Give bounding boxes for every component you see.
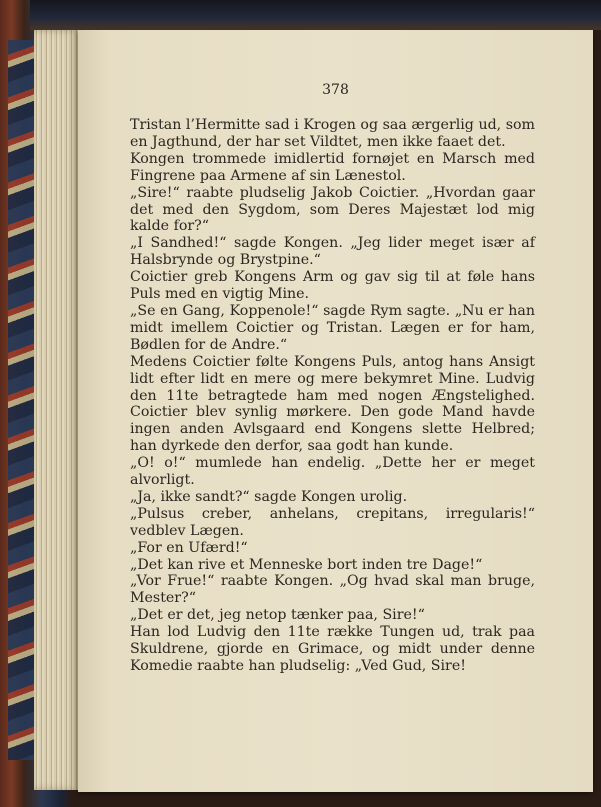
paragraph: „Pulsus creber, anhelans, crepitans, irregularis!“ vedblev Lægen. — [130, 505, 535, 539]
paragraph: Medens Coictier følte Kongens Puls, antog hans Ansigt lidt efter lidt en mere og mere bekymret Mine. Ludvig den 11te betragtede ham med nogen Ængstelighed. Coictier blev synlig mørkere. Den gode Mand havde ingen anden Avlsgaard end Kongens slette Helbred; han dyrkede den derfor, saa godt han kunde. — [130, 353, 535, 455]
paragraph: Coictier greb Kongens Arm og gav sig til at føle hans Puls med en vigtig Mine. — [130, 269, 535, 303]
paragraph: Kongen trommede imidlertid fornøjet en Marsch med Fingrene paa Armene af sin Lænestol. — [130, 150, 535, 184]
paragraph: „Det er det, jeg netop tænker paa, Sire!“ — [130, 607, 425, 624]
paragraph: „I Sandhed!“ sagde Kongen. „Jeg lider meget især af Halsbrynde og Brystpine.“ — [130, 235, 535, 269]
paragraph: Tristan l’Hermitte sad i Krogen og saa ærgerlig ud, som en Jagthund, der har set Vildtet, men ikke faaet det. — [130, 117, 535, 150]
paragraph: „Det kan rive et Menneske bort inden tre Dage!“ — [130, 556, 483, 573]
paragraph: „Sire!“ raabte pludselig Jakob Coictier. „Hvordan gaar det med den Sygdom, som Deres Majestæt lod mig kalde for?“ — [130, 184, 535, 235]
page-text — [130, 117, 535, 675]
page-number: 378 — [322, 82, 349, 98]
cover-top-edge — [30, 0, 601, 30]
paragraph: „For en Ufærd!“ — [130, 539, 248, 556]
paragraph: „Se en Gang, Koppenole!“ sagde Rym sagte. „Nu er han midt imellem Coictier og Tristan. Lægen er for ham, Bødlen for de Andre.“ — [130, 302, 535, 353]
marbled-endpaper — [8, 40, 34, 760]
paragraph: „Ja, ikke sandt?“ sagde Kongen urolig. — [130, 488, 408, 505]
paragraph: „Vor Frue!“ raabte Kongen. „Og hvad skal man bruge, Mester?“ — [130, 573, 535, 607]
paragraph: „O! o!“ mumlede han endelig. „Dette her er meget alvorligt. — [130, 455, 535, 489]
page-stack-edges — [34, 30, 80, 790]
paragraph: Han lod Ludvig den 11te række Tungen ud, trak paa Skuldrene, gjorde en Grimace, og midt under denne Komedie raabte han pludselig: „Ved Gud, Sire! — [130, 624, 535, 674]
